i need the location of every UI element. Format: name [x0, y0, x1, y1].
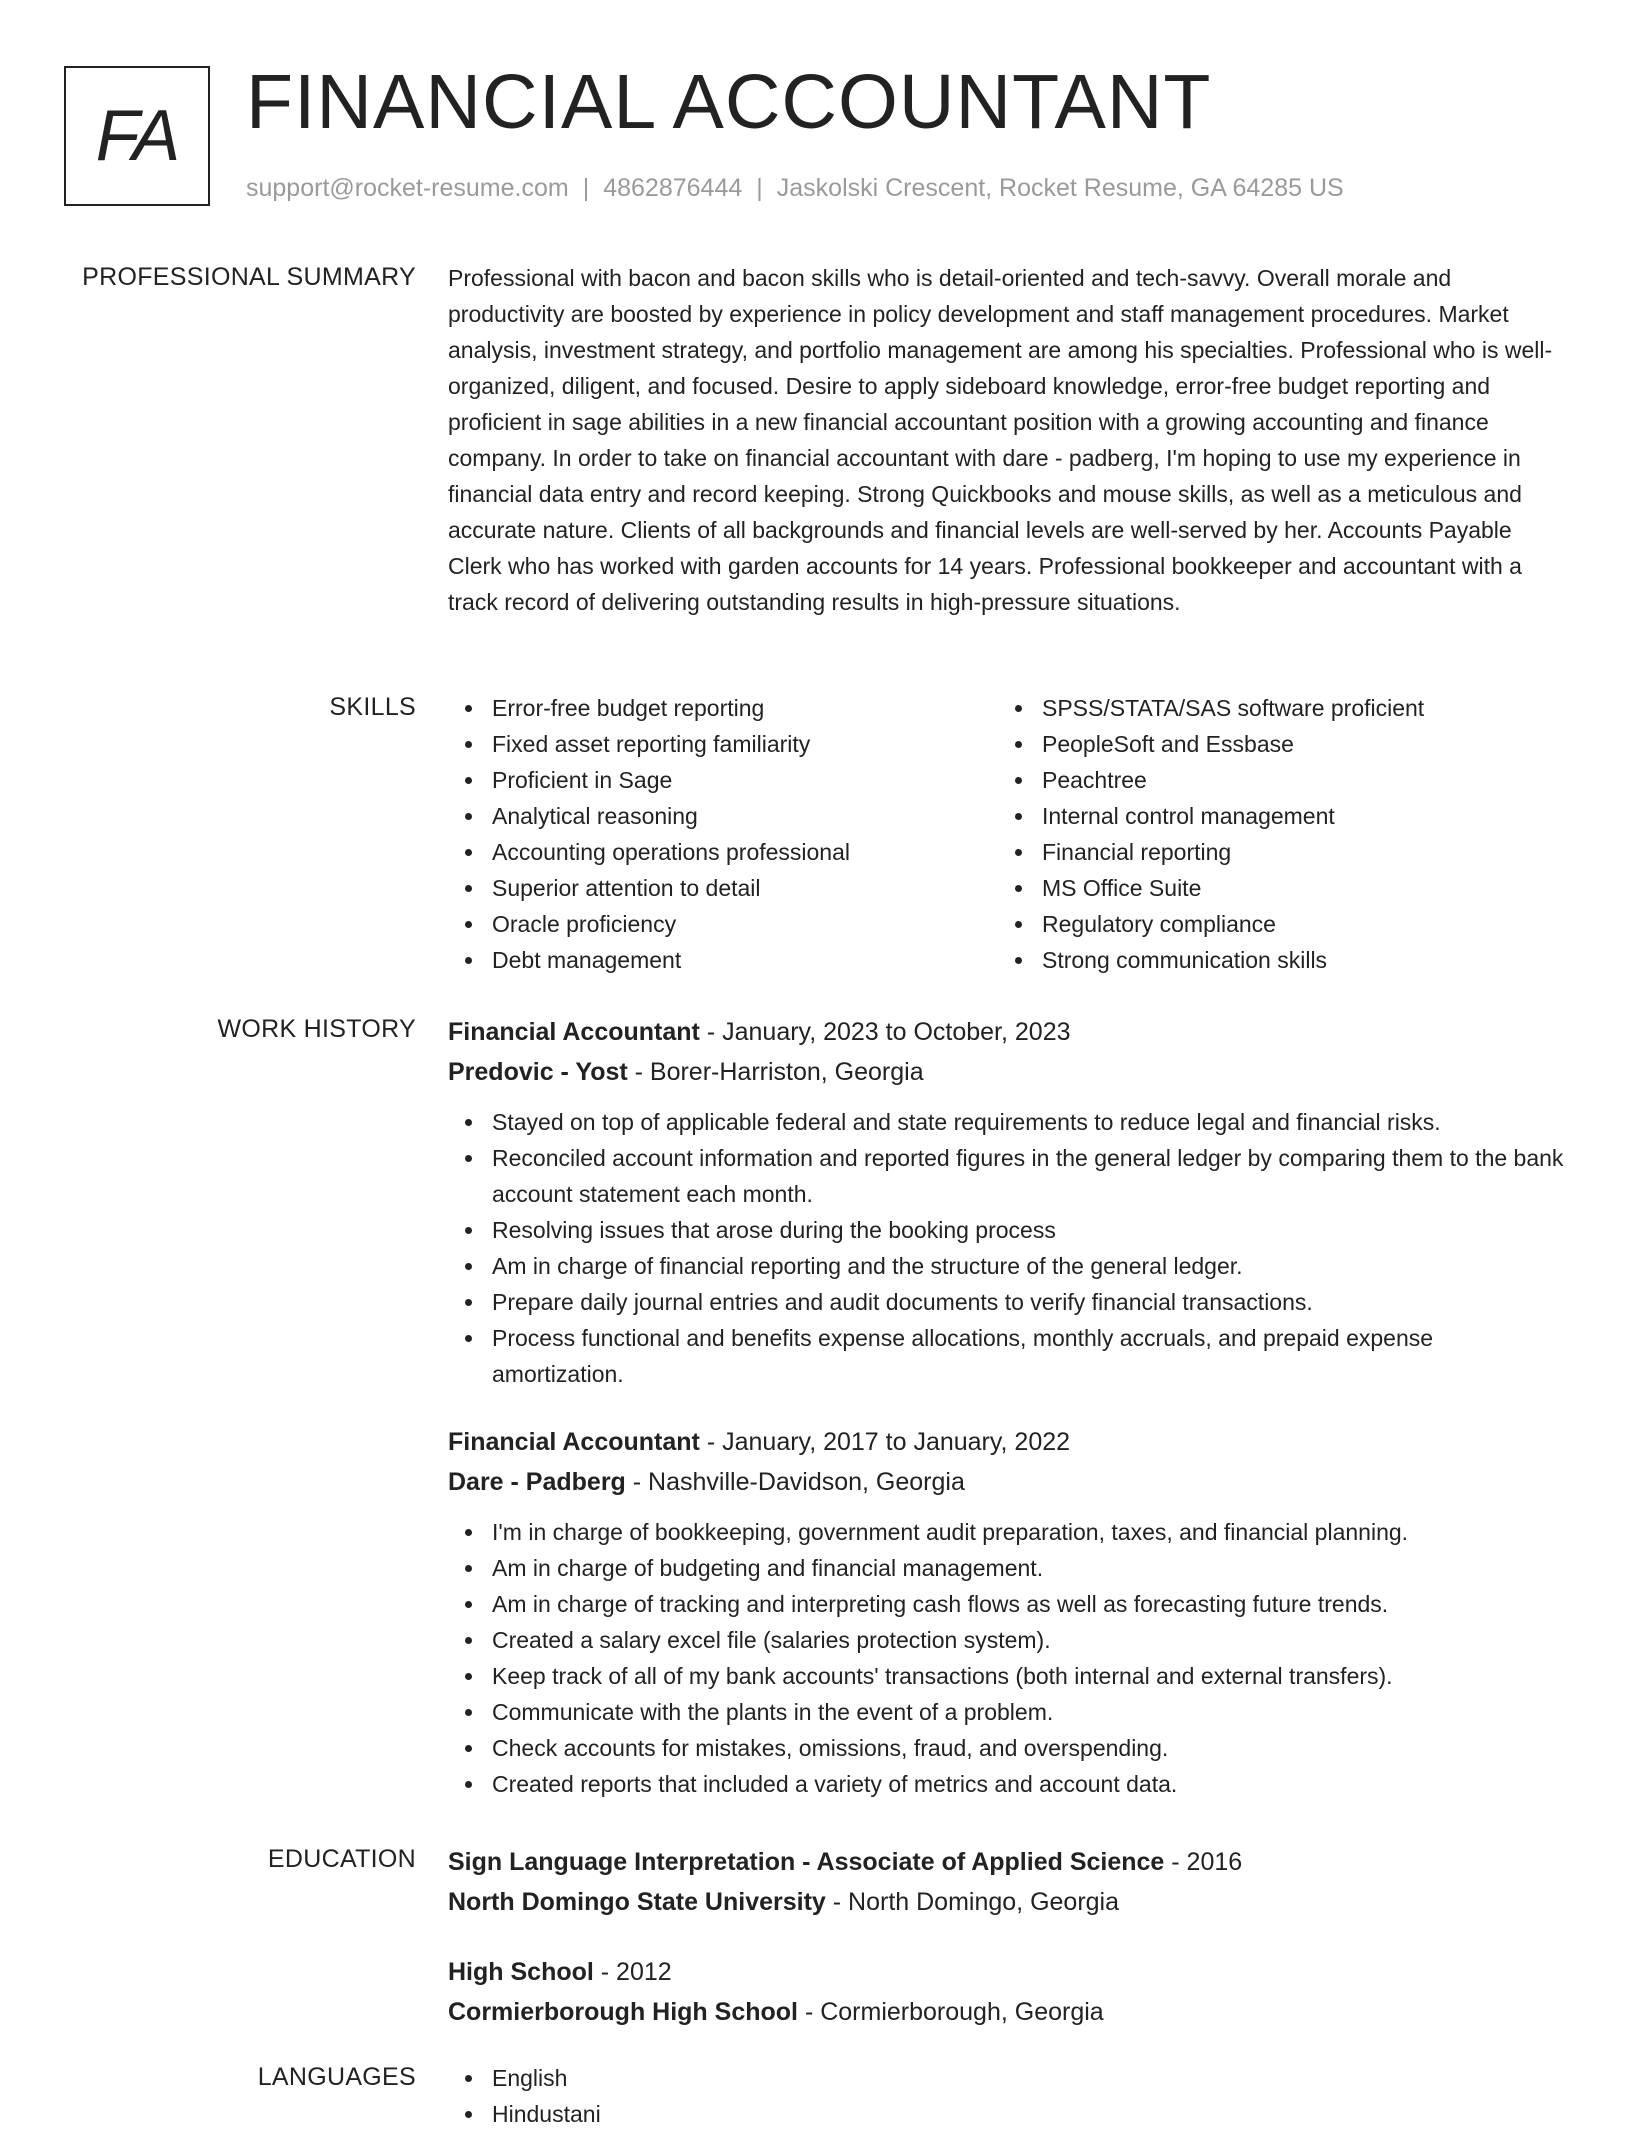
education-location: - Cormierborough, Georgia [798, 1998, 1104, 2026]
contact-separator: | [756, 174, 763, 202]
job-entry [448, 1012, 1570, 1392]
contact-address: Jaskolski Crescent, Rocket Resume, GA 64285 US [776, 174, 1344, 202]
skill-item: Oracle proficiency [448, 906, 998, 942]
skill-item: Regulatory compliance [998, 906, 1548, 942]
job-title: Financial Accountant [448, 1018, 700, 1046]
job-duty: Keep track of all of my bank accounts' transactions (both internal and external transfers). [448, 1658, 1570, 1694]
job-duty: I'm in charge of bookkeeping, government audit preparation, taxes, and financial planning. [448, 1514, 1570, 1550]
education-location: - North Domingo, Georgia [825, 1888, 1120, 1916]
language-item: English [448, 2060, 1570, 2096]
skill-item: SPSS/STATA/SAS software proficient [998, 690, 1548, 726]
skills-heading: SKILLS [329, 693, 416, 721]
job-duty: Am in charge of financial reporting and the structure of the general ledger. [448, 1248, 1570, 1284]
skill-item: Peachtree [998, 762, 1548, 798]
contact-line [246, 174, 1344, 203]
skill-item: PeopleSoft and Essbase [998, 726, 1548, 762]
skill-item: Proficient in Sage [448, 762, 998, 798]
skills-list-right [998, 690, 1548, 978]
job-duty: Reconciled account information and reported figures in the general ledger by comparing them to the bank account statement each month. [448, 1140, 1570, 1212]
skill-item: Strong communication skills [998, 942, 1548, 978]
job-title-line [448, 1012, 1570, 1052]
job-company: Predovic - Yost [448, 1058, 628, 1086]
skill-item: MS Office Suite [998, 870, 1548, 906]
job-company-line [448, 1052, 1570, 1092]
job-dates: - January, 2017 to January, 2022 [699, 1428, 1071, 1456]
job-duty: Created a salary excel file (salaries protection system). [448, 1622, 1570, 1658]
job-duty: Resolving issues that arose during the booking process [448, 1212, 1570, 1248]
job-duty: Prepare daily journal entries and audit documents to verify financial transactions. [448, 1284, 1570, 1320]
job-duty: Created reports that included a variety of metrics and account data. [448, 1766, 1570, 1802]
skill-item: Financial reporting [998, 834, 1548, 870]
education-heading: EDUCATION [267, 1845, 416, 1873]
skill-item: Error-free budget reporting [448, 690, 998, 726]
education-degree: Sign Language Interpretation - Associate of Applied Science [448, 1848, 1165, 1876]
education-degree: High School [448, 1958, 594, 1986]
education-year: - 2012 [593, 1958, 672, 1986]
job-duty: Am in charge of tracking and interpreting cash flows as well as forecasting future trends. [448, 1586, 1570, 1622]
skill-item: Accounting operations professional [448, 834, 998, 870]
job-duty: Am in charge of budgeting and financial management. [448, 1550, 1570, 1586]
contact-phone[interactable]: 4862876444 [603, 174, 743, 202]
education-school: North Domingo State University [448, 1888, 826, 1916]
skills-list-left [448, 690, 998, 978]
job-dates: - January, 2023 to October, 2023 [699, 1018, 1071, 1046]
summary-text: Professional with bacon and bacon skills who is detail-oriented and tech-savvy. Overall morale and productivity are boosted by experience in policy development and staff management procedures. Market analysis, investment strategy, and portfolio management are among his specialties. Professional who is well-organized, diligent, and focused. Desire to apply sideboard knowledge, error-free budget reporting and proficient in sage abilities in a new financial accountant position with a growing accounting and finance company. In order to take on financial accountant with dare - padberg, I'm hoping to use my experience in financial data entry and record keeping. Strong Quickbooks and mouse skills, as well as a meticulous and accurate nature. Clients of all backgrounds and financial levels are well-served by her. Accounts Payable Clerk who has worked with garden accounts for 14 years. Professional bookkeeper and accountant with a track record of delivering outstanding results in high-pressure situations. [448, 265, 1553, 615]
skill-item: Fixed asset reporting familiarity [448, 726, 998, 762]
job-company: Dare - Padberg [448, 1468, 626, 1496]
skill-item: Debt management [448, 942, 998, 978]
contact-email[interactable]: support@rocket-resume.com [246, 174, 569, 202]
job-duty: Communicate with the plants in the event of a problem. [448, 1694, 1570, 1730]
work-history-heading: WORK HISTORY [217, 1015, 416, 1043]
education-year: - 2016 [1164, 1848, 1243, 1876]
job-company-line [448, 1462, 1570, 1502]
skill-item: Analytical reasoning [448, 798, 998, 834]
skill-item: Superior attention to detail [448, 870, 998, 906]
monogram-logo: FA [64, 66, 210, 206]
job-duty: Process functional and benefits expense allocations, monthly accruals, and prepaid expense amortization. [448, 1320, 1570, 1392]
job-location: - Borer-Harriston, Georgia [627, 1058, 924, 1086]
job-location: - Nashville-Davidson, Georgia [625, 1468, 965, 1496]
job-title-line [448, 1422, 1570, 1462]
job-entry [448, 1422, 1570, 1802]
page-title: FINANCIAL ACCOUNTANT [246, 59, 1212, 145]
job-duties [448, 1514, 1570, 1802]
job-duty: Stayed on top of applicable federal and state requirements to reduce legal and financial risks. [448, 1104, 1570, 1140]
skill-item: Internal control management [998, 798, 1548, 834]
language-item: Hindustani [448, 2096, 1570, 2132]
job-title: Financial Accountant [448, 1428, 700, 1456]
job-duties [448, 1104, 1570, 1392]
languages-list [448, 2060, 1570, 2132]
education-school: Cormierborough High School [448, 1998, 798, 2026]
education-entry [448, 1842, 1570, 1922]
education-entry [448, 1952, 1570, 2032]
contact-separator: | [582, 174, 590, 202]
job-duty: Check accounts for mistakes, omissions, fraud, and overspending. [448, 1730, 1570, 1766]
languages-heading: LANGUAGES [257, 2063, 416, 2091]
summary-heading: PROFESSIONAL SUMMARY [82, 263, 416, 291]
